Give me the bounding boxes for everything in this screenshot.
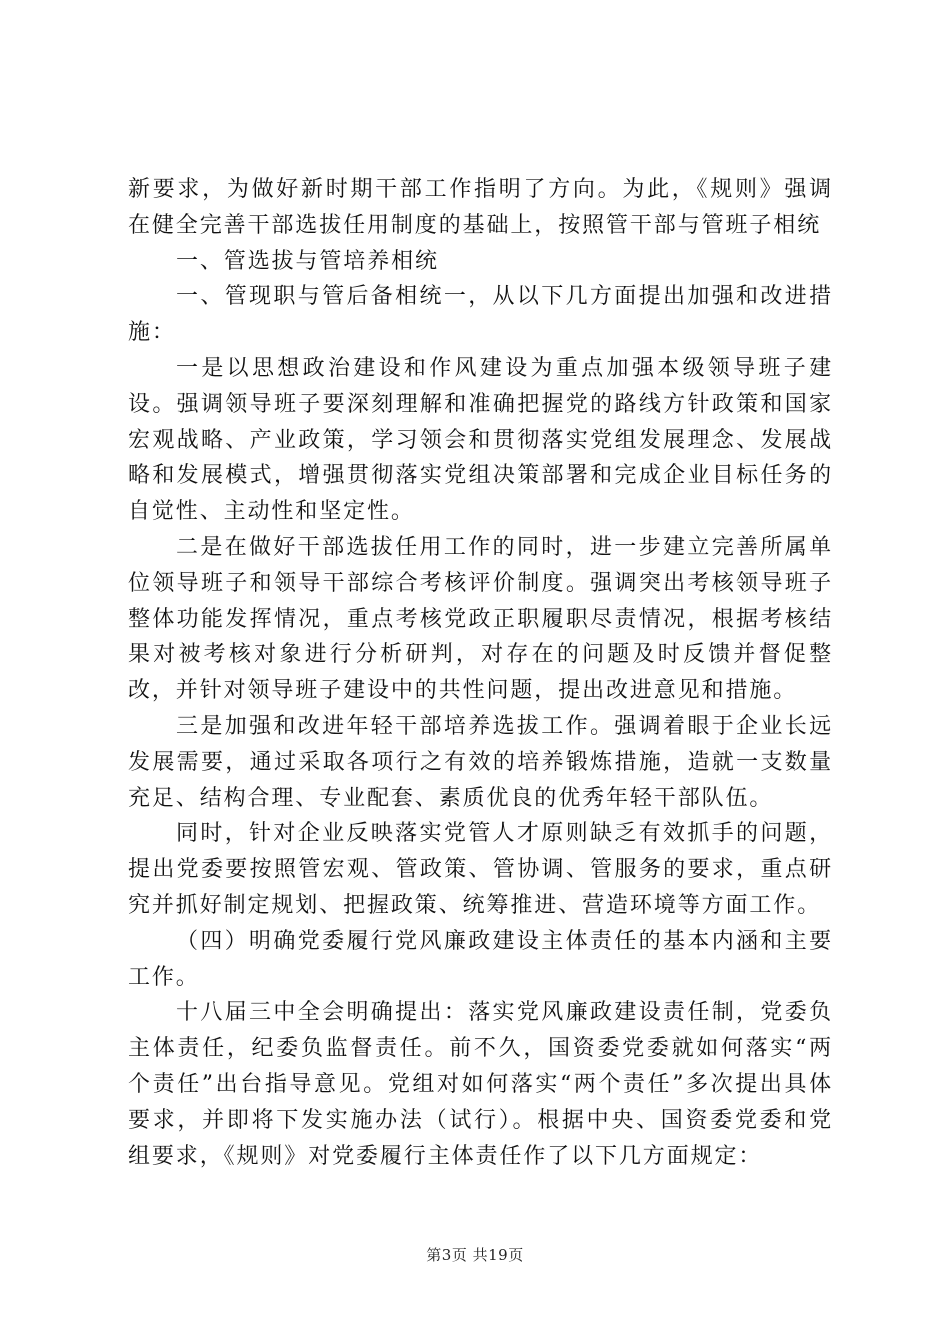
paragraph: 一、管现职与管后备相统一，从以下几方面提出加强和改进措施： [128,284,833,346]
paragraph: 一是以思想政治建设和作风建设为重点加强本级领导班子建设。强调领导班子要深刻理解和准确把握党的路线方针政策和国家宏观战略、产业政策，学习领会和贯彻落实党组发展理念、发展战略和发展模式，增强贯彻落实党组决策部署和完成企业目标任务的自觉性、主动性和坚定性。 [128,355,833,525]
paragraph: 同时，针对企业反映落实党管人才原则缺乏有效抓手的问题，提出党委要按照管宏观、管政策、管协调、管服务的要求，重点研究并抓好制定规划、把握政策、统筹推进、营造环境等方面工作。 [128,821,833,918]
page-number-footer: 第3页 共19页 [426,1246,524,1264]
paragraph: 三是加强和改进年轻干部培养选拔工作。强调着眼于企业长远发展需要，通过采取各项行之有效的培养锻炼措施，造就一支数量充足、结构合理、专业配套、素质优良的优秀年轻干部队伍。 [128,713,833,811]
section-heading: 一、管选拔与管培养相统 [176,248,439,274]
document-body [128,172,833,1174]
section-heading: （四）明确党委履行党风廉政建设主体责任的基本内涵和主要工作。 [128,928,833,990]
paragraph: 新要求，为做好新时期干部工作指明了方向。为此，《规则》强调在健全完善干部选拔任用制度的基础上，按照管干部与管班子相统 [128,177,833,238]
paragraph: 二是在做好干部选拔任用工作的同时，进一步建立完善所属单位领导班子和领导干部综合考核评价制度。强调突出考核领导班子整体功能发挥情况，重点考核党政正职履职尽责情况，根据考核结果对被考核对象进行分析研判，对存在的问题及时反馈并督促整改，并针对领导班子建设中的共性问题，提出改进意见和措施。 [128,534,833,704]
paragraph: 十八届三中全会明确提出：落实党风廉政建设责任制，党委负主体责任，纪委负监督责任。前不久，国资委党委就如何落实“两个责任”出台指导意见。党组对如何落实“两个责任”多次提出具体要求，并即将下发实施办法（试行）。根据中央、国资委党委和党组要求，《规则》对党委履行主体责任作了以下几方面规定： [128,1000,833,1169]
